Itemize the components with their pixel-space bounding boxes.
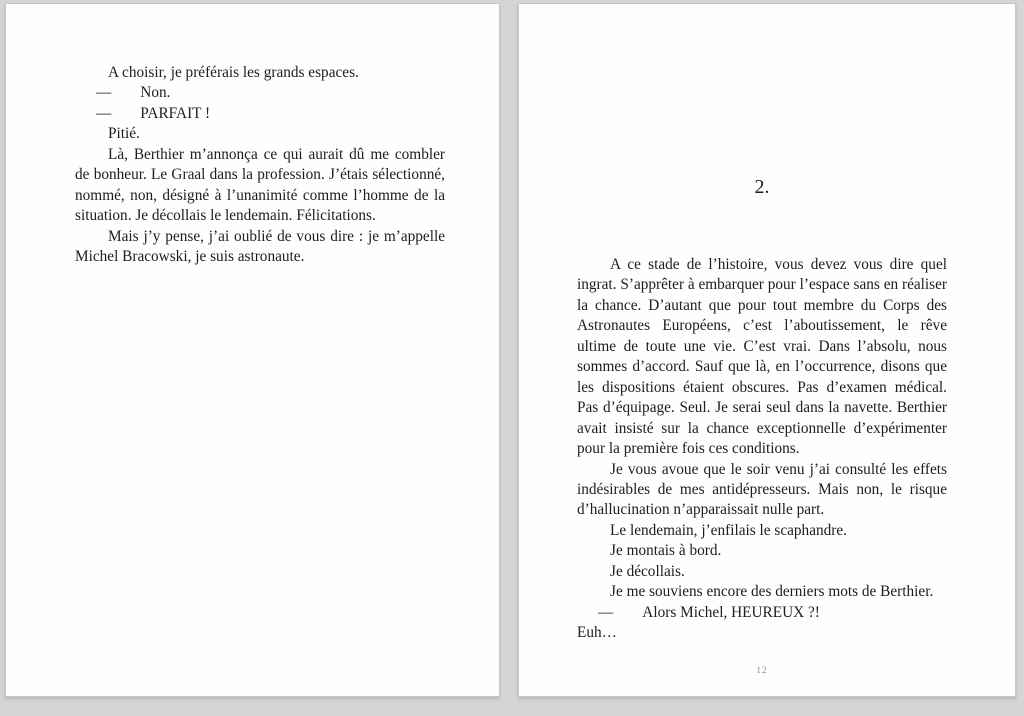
page-number: 12	[756, 666, 768, 676]
em-dash: —	[96, 84, 112, 102]
paragraph: Je me souviens encore des derniers mots de Berthier.	[610, 583, 934, 601]
page-left-text	[75, 63, 445, 268]
page-left	[5, 3, 500, 697]
dialogue-paragraph	[75, 83, 445, 103]
dialogue-text: Alors Michel, HEUREUX ?!	[642, 603, 820, 621]
dialogue-paragraph	[75, 104, 445, 124]
paragraph: A choisir, je préférais les grands espaces.	[108, 64, 359, 81]
paragraph: Je décollais.	[610, 562, 685, 580]
paragraph: Mais j’y pense, j’ai oublié de vous dire : je m’appelle Michel Bracowski, je suis astronaute.	[75, 227, 445, 266]
paragraph: Je montais à bord.	[610, 542, 722, 560]
page-right-text	[577, 175, 947, 644]
dialogue-paragraph	[577, 603, 947, 623]
page-right-paragraphs	[577, 255, 947, 644]
paragraph: Là, Berthier m’annonça ce qui aurait dû me combler de bonheur. Le Graal dans la profession. J’étais sélectionné, nommé, non, désigné à l’unanimité comme l’homme de la situation. Je décollais le lendemain. Félicitations.	[75, 145, 445, 225]
em-dash: —	[598, 603, 614, 621]
paragraph: A ce stade de l’histoire, vous devez vous dire quel ingrat. S’apprêter à embarquer pour l’espace sans en réaliser la chance. D’autant que pour tout membre du Corps des Astronautes Européens, c’est l’aboutissement, le rêve ultime de toute une vie. C’est vrai. Dans l’absolu, nous sommes d’accord. Sauf que là, en l’occurrence, disons que les dispositions étaient obscures. Pas d’examen médical. Pas d’équipage. Seul. Je serai seul dans la navette. Berthier avait insisté sur la chance exceptionnelle d’expérimenter pour la première fois ces conditions.	[577, 256, 947, 458]
chapter-heading: 2.	[754, 176, 770, 198]
dialogue-text: Non.	[140, 84, 171, 102]
paragraph: Euh…	[577, 624, 617, 642]
page-right	[518, 3, 1016, 697]
em-dash: —	[96, 104, 112, 122]
paragraph: Le lendemain, j’enfilais le scaphandre.	[610, 521, 847, 539]
paragraph: Je vous avoue que le soir venu j’ai consulté les effets indésirables de mes antidépresseurs. Mais non, le risque d’hallucination n’apparaissait nulle part.	[577, 460, 947, 519]
dialogue-text: PARFAIT !	[140, 104, 211, 122]
paragraph: Pitié.	[108, 125, 140, 143]
